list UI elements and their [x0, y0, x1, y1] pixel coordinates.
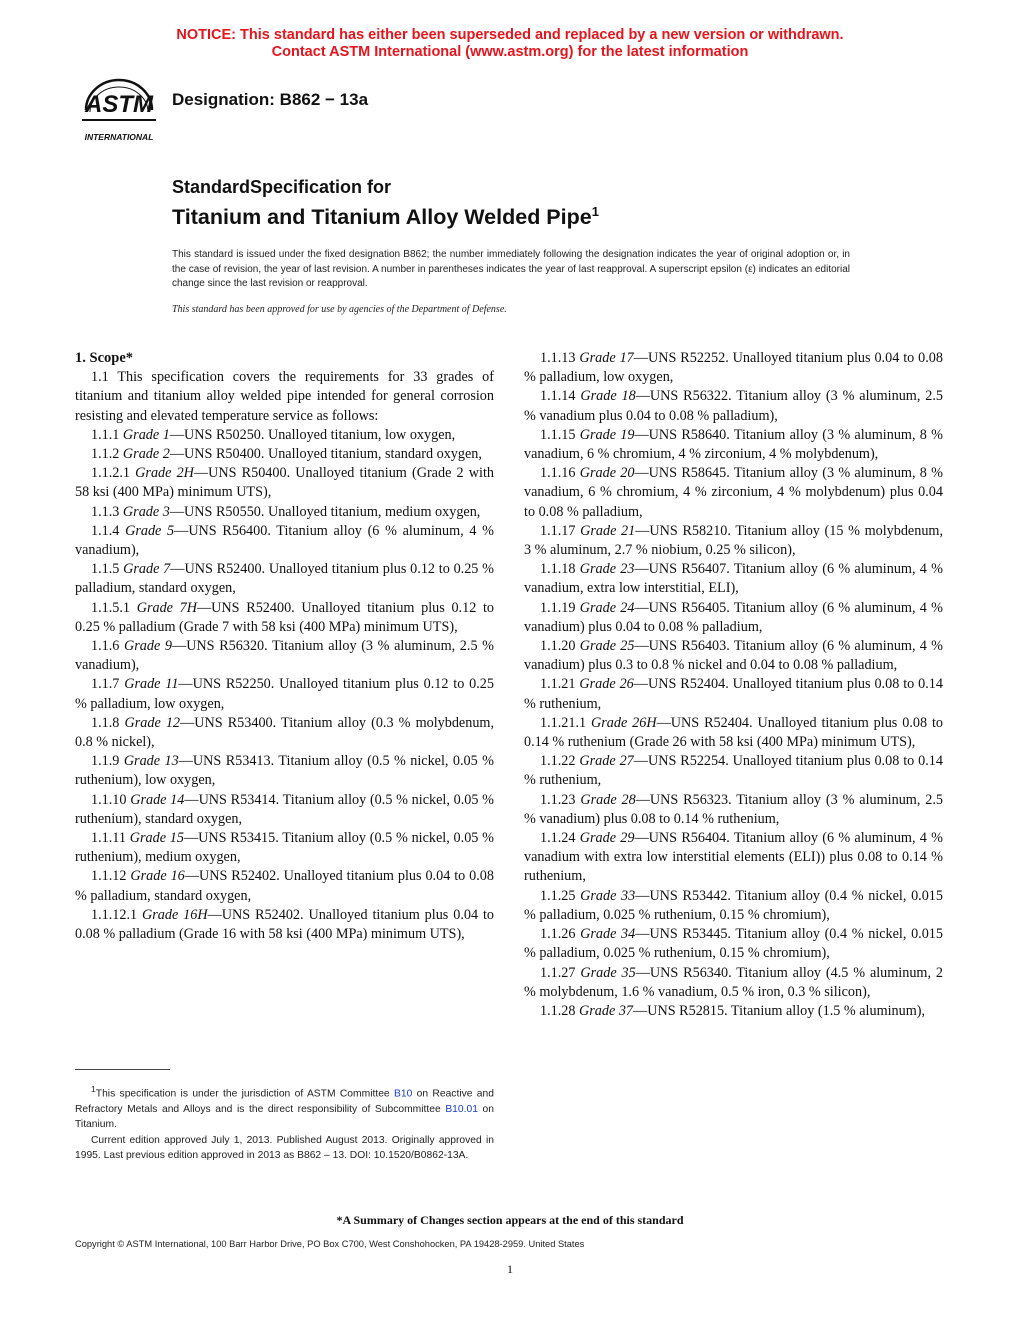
grade-item-number: 1.1.22: [540, 753, 576, 770]
grade-item-number: 1.1.6: [91, 638, 120, 655]
grade-description: —UNS R56407. Titanium alloy (6 % aluminum, 4 % vanadium, extra low interstitial, ELI),: [524, 561, 943, 597]
grade-name: Grade 3: [122, 503, 170, 520]
copyright: Copyright © ASTM International, 100 Barr Harbor Drive, PO Box C700, West Conshohocken, PA 19428-2959. United States: [75, 1239, 585, 1249]
title-line-2: [172, 198, 599, 231]
grade-item: [75, 637, 494, 675]
grade-item: [75, 599, 494, 637]
grade-description: —UNS R52402. Unalloyed titanium plus 0.04 to 0.08 % palladium, standard oxygen,: [75, 868, 494, 904]
grade-description: —UNS R56404. Titanium alloy (6 % aluminum, 4 % vanadium with extra low interstitial elements (ELI)) plus 0.08 to 0.14 % ruthenium,: [524, 830, 943, 885]
grade-description: —UNS R56405. Titanium alloy (6 % aluminum, 4 % vanadium) plus 0.04 to 0.08 % palladium,: [524, 599, 943, 635]
grade-name: Grade 37: [579, 1002, 634, 1019]
grade-item: [524, 426, 943, 464]
grade-item: [524, 387, 943, 425]
footnotes: [75, 1082, 494, 1164]
left-column: [75, 349, 494, 944]
grade-name: Grade 19: [579, 426, 635, 443]
grade-item: [75, 522, 494, 560]
grade-name: Grade 7: [123, 561, 171, 578]
summary-note: *A Summary of Changes section appears at the end of this standard: [336, 1213, 684, 1227]
right-grade-list: [524, 349, 943, 1021]
grade-item: [75, 426, 494, 445]
grade-item: [524, 522, 943, 560]
approved-note: This standard has been approved for use by agencies of the Department of Defense.: [172, 304, 507, 315]
grade-item: [524, 887, 943, 925]
grade-name: Grade 13: [123, 753, 179, 770]
grade-description: —UNS R56400. Titanium alloy (6 % aluminum, 4 % vanadium),: [75, 522, 494, 559]
grade-item: [75, 829, 494, 867]
grade-name: Grade 7H: [136, 599, 197, 616]
grade-name: Grade 25: [579, 638, 635, 655]
grade-item: [524, 791, 943, 829]
grade-name: Grade 33: [580, 887, 636, 904]
footnote-1-text-b: on Reactive and Refractory Metals and Alloys and is the direct responsibility of Subcommittee: [75, 1088, 494, 1115]
grade-description: —UNS R58210. Titanium alloy (15 % molybdenum, 3 % aluminum, 2.7 % niobium, 0.25 % silicon),: [524, 522, 943, 559]
grade-name: Grade 11: [124, 676, 179, 693]
grade-item-number: 1.1.20: [540, 638, 576, 655]
grade-item-number: 1.1.10: [91, 791, 127, 808]
grade-description: —UNS R56322. Titanium alloy (3 % aluminum, 2.5 % vanadium plus 0.04 to 0.08 % palladium),: [524, 388, 943, 424]
grade-item-number: 1.1.7: [91, 676, 120, 693]
grade-item: [524, 464, 943, 522]
grade-description: —UNS R52252. Unalloyed titanium plus 0.04 to 0.08 % palladium, low oxygen,: [524, 350, 943, 386]
grade-name: Grade 16: [130, 868, 185, 885]
grade-name: Grade 15: [129, 830, 184, 847]
committee-b10-link[interactable]: B10: [393, 1088, 413, 1100]
grade-description: —UNS R53442. Titanium alloy (0.4 % nickel, 0.015 % palladium, 0.025 % ruthenium, 0.15 % chromium),: [524, 887, 943, 923]
grade-description: —UNS R50550. Unalloyed titanium, medium oxygen,: [169, 503, 481, 520]
grade-item-number: 1.1.16: [540, 465, 576, 482]
left-grade-list: [75, 426, 494, 944]
footnote-1-text-a: This specification is under the jurisdiction of ASTM Committee: [95, 1088, 394, 1100]
grade-item: [75, 867, 494, 905]
grade-name: Grade 2H: [135, 465, 194, 482]
grade-name: Grade 23: [579, 561, 635, 578]
grade-item: [75, 791, 494, 829]
footnote-1-mark: 1: [91, 1084, 96, 1094]
grade-description: —UNS R50400. Unalloyed titanium (Grade 2 with 58 ksi (400 MPa) minimum UTS),: [75, 465, 494, 501]
grade-item: [524, 599, 943, 637]
grade-description: —UNS R50250. Unalloyed titanium, low oxygen,: [169, 426, 456, 443]
title-line-1: StandardSpecification for: [172, 177, 392, 197]
grade-item-number: 1.1.9: [91, 753, 120, 770]
footnote-1-text-c: on Titanium.: [75, 1103, 494, 1131]
grade-item: [75, 906, 494, 944]
grade-description: —UNS R52404. Unalloyed titanium plus 0.08 to 0.14 % ruthenium,: [524, 676, 943, 712]
grade-description: —UNS R52254. Unalloyed titanium plus 0.08 to 0.14 % ruthenium,: [524, 753, 943, 789]
grade-description: —UNS R52400. Unalloyed titanium plus 0.12 to 0.25 % palladium, standard oxygen,: [75, 561, 494, 597]
grade-item-number: 1.1.26: [540, 926, 576, 943]
grade-description: —UNS R53445. Titanium alloy (0.4 % nickel, 0.015 % palladium, 0.025 % ruthenium, 0.15 % chromium),: [524, 926, 943, 962]
grade-name: Grade 20: [579, 465, 635, 482]
grade-description: —UNS R52402. Unalloyed titanium plus 0.04 to 0.08 % palladium (Grade 16 with 58 ksi (400 MPa) minimum UTS),: [75, 906, 494, 943]
grade-item: [524, 752, 943, 790]
grade-item-number: 1.1.23: [540, 791, 576, 808]
grade-item-number: 1.1.4: [91, 522, 120, 539]
grade-item-number: 1.1.8: [91, 714, 120, 731]
grade-item-number: 1.1.5.1: [91, 599, 131, 616]
grade-name: Grade 1: [122, 426, 170, 443]
grade-item: [524, 714, 943, 752]
grade-description: —UNS R52400. Unalloyed titanium plus 0.12 to 0.25 % palladium (Grade 7 with 58 ksi (400 MPa) minimum UTS),: [75, 599, 495, 635]
notice-line-2: Contact ASTM International (www.astm.org) for the latest information: [271, 44, 749, 60]
grade-item-number: 1.1.15: [540, 426, 576, 443]
grade-item: [75, 445, 494, 464]
grade-item-number: 1.1.28: [540, 1002, 576, 1019]
footnote-1: [75, 1082, 494, 1133]
grade-description: —UNS R56323. Titanium alloy (3 % aluminum, 2.5 % vanadium) plus 0.08 to 0.14 % ruthenium,: [524, 791, 943, 827]
intro-paragraph: 1.1 This specification covers the requirements for 33 grades of titanium and titanium alloy welded pipe intended for general corrosion resisting and elevated temperature service as follows:: [75, 369, 494, 424]
right-column: [524, 349, 943, 1021]
grade-name: Grade 21: [580, 522, 636, 539]
grade-description: —UNS R52404. Unalloyed titanium plus 0.08 to 0.14 % ruthenium (Grade 26 with 58 ksi (400 MPa) minimum UTS),: [524, 714, 943, 751]
grade-item-number: 1.1.12: [91, 868, 127, 885]
grade-item-number: 1.1.3: [91, 503, 120, 520]
footnote-divider: [75, 1069, 170, 1070]
grade-item-number: 1.1.5: [91, 561, 120, 578]
grade-name: Grade 28: [580, 791, 636, 808]
grade-item-number: 1.1.2.1: [91, 465, 131, 482]
grade-name: Grade 29: [579, 830, 635, 847]
designation: Designation: B862 − 13a: [172, 90, 369, 109]
grade-description: —UNS R53414. Titanium alloy (0.5 % nickel, 0.05 % ruthenium), standard oxygen,: [75, 791, 494, 827]
page-number: 1: [507, 1262, 513, 1276]
grade-description: —UNS R58640. Titanium alloy (3 % aluminum, 8 % vanadium, 6 % chromium, 4 % zirconium, 4 % molybdenum),: [524, 426, 943, 463]
grade-item-number: 1.1.24: [540, 830, 576, 847]
section-heading: 1. Scope*: [75, 350, 133, 366]
grade-description: —UNS R52250. Unalloyed titanium plus 0.12 to 0.25 % palladium, low oxygen,: [75, 676, 494, 712]
grade-item-number: 1.1.12.1: [91, 906, 138, 923]
document-title: [172, 176, 599, 231]
grade-name: Grade 5: [125, 522, 175, 539]
astm-logo-icon: [76, 72, 162, 144]
grade-item-number: 1.1.13: [540, 350, 576, 366]
footnote-2: Current edition approved July 1, 2013. Published August 2013. Originally approved in 1995. Last previous edition approved in 2013 as B862 – 13. DOI: 10.1520/B0862-13A.: [75, 1134, 494, 1162]
grade-name: Grade 35: [580, 964, 636, 981]
grade-description: —UNS R53413. Titanium alloy (0.5 % nickel, 0.05 % ruthenium), low oxygen,: [75, 753, 494, 789]
grade-description: —UNS R53415. Titanium alloy (0.5 % nickel, 0.05 % ruthenium), medium oxygen,: [75, 830, 494, 866]
subcommittee-b1001-link[interactable]: B10.01: [445, 1103, 478, 1115]
grade-item-number: 1.1.11: [91, 830, 126, 847]
grade-item: [75, 752, 494, 790]
grade-description: —UNS R52815. Titanium alloy (1.5 % aluminum),: [633, 1002, 926, 1019]
grade-description: —UNS R56320. Titanium alloy (3 % aluminum, 2.5 % vanadium),: [75, 638, 494, 674]
title-main: Titanium and Titanium Alloy Welded Pipe: [172, 205, 592, 230]
grade-item-number: 1.1.1: [91, 426, 120, 443]
grade-name: Grade 14: [130, 791, 185, 808]
grade-name: Grade 34: [580, 926, 636, 943]
grade-item-number: 1.1.21: [540, 676, 576, 693]
grade-name: Grade 16H: [142, 906, 208, 923]
grade-name: Grade 9: [124, 638, 172, 655]
grade-item-number: 1.1.27: [540, 964, 576, 981]
grade-item: [524, 675, 943, 713]
grade-item: [75, 560, 494, 598]
notice-banner: [0, 27, 1020, 61]
grade-name: Grade 2: [122, 446, 170, 463]
grade-item-number: 1.1.17: [540, 522, 576, 539]
grade-item: [524, 964, 943, 1002]
grade-item-number: 1.1.18: [540, 561, 576, 578]
grade-name: Grade 26H: [591, 714, 657, 731]
grade-name: Grade 24: [579, 599, 635, 616]
grade-item: [75, 675, 494, 713]
grade-name: Grade 18: [580, 388, 636, 405]
grade-item: [75, 714, 494, 752]
grade-item: [75, 464, 494, 502]
grade-name: Grade 27: [579, 753, 634, 770]
grade-item-number: 1.1.25: [540, 887, 576, 904]
notice-line-1: NOTICE: This standard has either been superseded and replaced by a new version or withdrawn.: [176, 27, 844, 43]
grade-item-number: 1.1.21.1: [540, 714, 587, 731]
grade-description: —UNS R56403. Titanium alloy (6 % aluminum, 4 % vanadium) plus 0.3 to 0.8 % nickel and 0.04 to 0.08 % palladium,: [524, 638, 943, 674]
grade-item: [524, 925, 943, 963]
grade-description: —UNS R50400. Unalloyed titanium, standard oxygen,: [169, 446, 482, 463]
grade-name: Grade 12: [124, 714, 181, 731]
grade-item: [524, 829, 943, 887]
grade-name: Grade 26: [579, 676, 634, 693]
grade-item: [524, 1002, 943, 1021]
grade-item-number: 1.1.2: [91, 446, 120, 463]
issued-note: This standard is issued under the fixed designation B862; the number immediately following the designation indicates the year of original adoption or, in the case of revision, the year of last revision. A number in parentheses indicates the year of last reapproval. A superscript epsilon (ε) indicates an editorial change since the last revision or reapproval.: [172, 249, 850, 289]
logo-text: INTERNATIONAL: [84, 132, 154, 142]
grade-description: —UNS R56340. Titanium alloy (4.5 % aluminum, 2 % molybdenum, 1.6 % vanadium, 0.5 % iron, 0.3 % silicon),: [524, 964, 943, 1000]
grade-name: Grade 17: [579, 350, 634, 366]
grade-item: [524, 349, 943, 387]
title-footnote-mark: 1: [591, 204, 599, 219]
grade-item: [75, 503, 494, 522]
grade-item: [524, 560, 943, 598]
grade-description: —UNS R58645. Titanium alloy (3 % aluminum, 8 % vanadium, 6 % chromium, 4 % zirconium, 4 % molybdenum) plus 0.04 to 0.08 % palladium,: [524, 465, 943, 520]
grade-item: [524, 637, 943, 675]
logo-letters: ASTM: [85, 91, 153, 118]
grade-description: —UNS R53400. Titanium alloy (0.3 % molybdenum, 0.8 % nickel),: [75, 714, 494, 751]
grade-item-number: 1.1.14: [540, 388, 576, 405]
grade-item-number: 1.1.19: [540, 599, 576, 616]
